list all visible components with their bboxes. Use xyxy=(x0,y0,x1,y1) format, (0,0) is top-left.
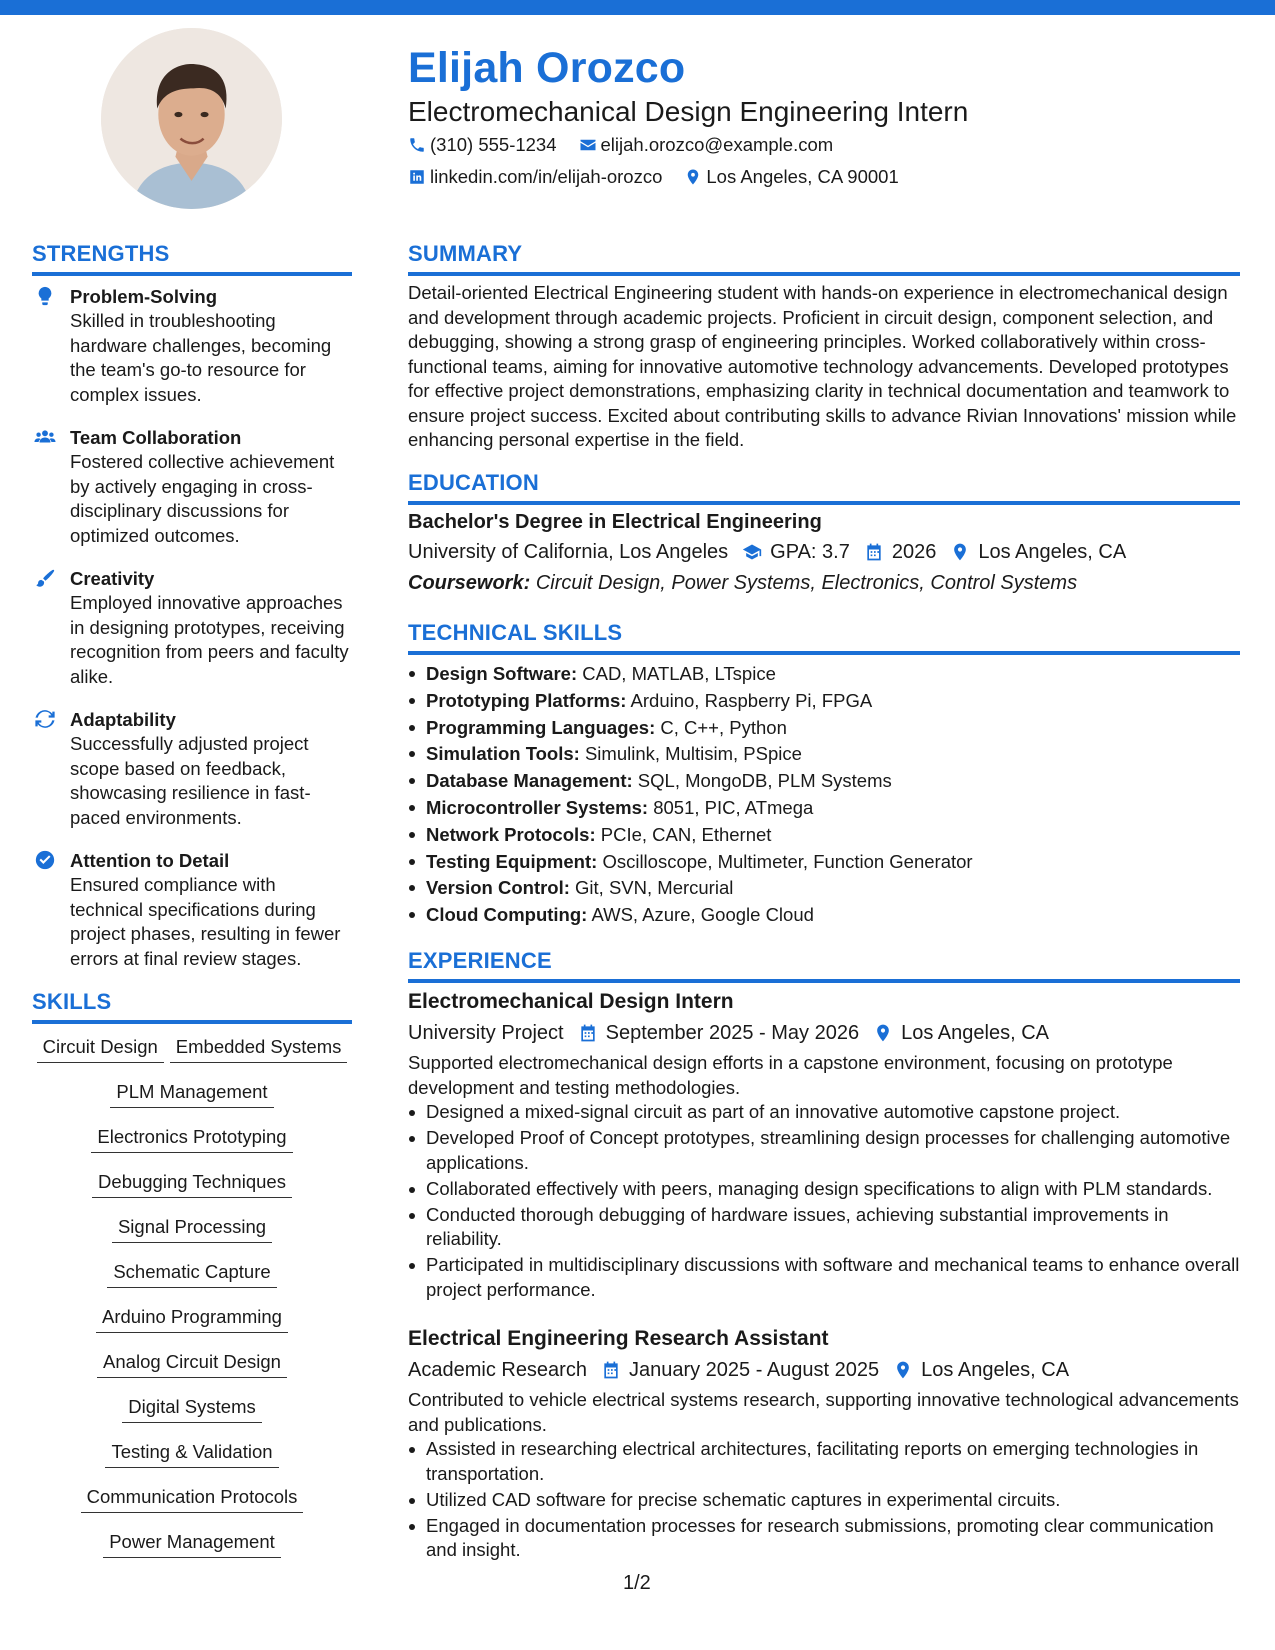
strength-desc: Successfully adjusted project scope based on feedback, showcasing resilience in fast-paced environments. xyxy=(70,733,311,828)
linkedin-icon xyxy=(408,168,426,186)
check-circle-icon xyxy=(34,849,56,871)
skill-tag: Signal Processing xyxy=(112,1215,272,1243)
map-pin-icon xyxy=(684,168,702,186)
tech-skill-item: Testing Equipment: Oscilloscope, Multimeter, Function Generator xyxy=(408,849,1240,876)
job-title: Electromechanical Design Intern xyxy=(408,990,734,1013)
calendar-icon xyxy=(864,542,884,562)
year-text: 2026 xyxy=(891,541,937,563)
gpa-text: GPA: 3.7 xyxy=(770,541,850,563)
skill-tag: Arduino Programming xyxy=(96,1305,288,1333)
skill-tag: Circuit Design xyxy=(37,1035,164,1063)
strength-title: Adaptability xyxy=(70,709,176,730)
education-location xyxy=(950,540,1126,565)
education-meta xyxy=(408,540,1240,565)
technical-skills-heading: TECHNICAL SKILLS xyxy=(408,620,623,645)
calendar-icon xyxy=(578,1023,598,1043)
job-dates: September 2025 - May 2026 xyxy=(578,1021,860,1046)
job-meta xyxy=(408,1358,1240,1383)
calendar-icon xyxy=(601,1360,621,1380)
tech-skill-item: Programming Languages: C, C++, Python xyxy=(408,715,1240,742)
strength-item xyxy=(32,849,352,971)
strength-desc: Fostered collective achievement by actively engaging in cross-disciplinary discussions for optimized outcomes. xyxy=(70,451,335,546)
envelope-icon xyxy=(579,136,597,154)
tech-skill-item: Cloud Computing: AWS, Azure, Google Cloud xyxy=(408,902,1240,929)
paintbrush-icon xyxy=(34,567,56,589)
contact-row-2 xyxy=(408,166,921,188)
experience-heading: EXPERIENCE xyxy=(408,948,552,973)
education-location-text: Los Angeles, CA xyxy=(978,541,1127,563)
job-dates: January 2025 - August 2025 xyxy=(601,1358,879,1383)
strengths-list xyxy=(32,285,352,990)
strength-title: Creativity xyxy=(70,568,155,589)
top-accent-bar xyxy=(0,0,1275,15)
skills-heading: SKILLS xyxy=(32,989,112,1014)
skill-tag: Power Management xyxy=(103,1530,281,1558)
strength-title: Attention to Detail xyxy=(70,850,230,871)
experience-rule xyxy=(408,979,1240,983)
tech-skill-item: Prototyping Platforms: Arduino, Raspberry Pi, FPGA xyxy=(408,688,1240,715)
job-bullet: Assisted in researching electrical architectures, facilitating reports on emerging technologies in transportation. xyxy=(408,1437,1240,1486)
job-description: Supported electromechanical design efforts in a capstone environment, focusing on prototype development and testing methodologies. xyxy=(408,1052,1173,1098)
summary-rule xyxy=(408,272,1240,276)
job-org: University Project xyxy=(408,1021,564,1044)
job-bullets xyxy=(408,1437,1240,1563)
email-text: elijah.orozco@example.com xyxy=(600,134,834,155)
tech-skill-item: Version Control: Git, SVN, Mercurial xyxy=(408,875,1240,902)
skill-tag: Communication Protocols xyxy=(81,1485,304,1513)
strength-title: Team Collaboration xyxy=(70,427,242,448)
strength-title: Problem-Solving xyxy=(70,286,217,307)
coursework-line xyxy=(408,571,1240,596)
job-bullets xyxy=(408,1100,1240,1302)
location-text: Los Angeles, CA 90001 xyxy=(706,166,899,187)
linkedin-text: linkedin.com/in/elijah-orozco xyxy=(430,166,663,187)
strength-desc: Ensured compliance with technical specifications during project phases, resulting in fewer errors at final review stages. xyxy=(70,874,341,969)
experience-entry xyxy=(408,1327,1240,1564)
strength-item xyxy=(32,708,352,830)
tech-skill-item: Database Management: SQL, MongoDB, PLM Systems xyxy=(408,768,1240,795)
tech-skill-item: Network Protocols: PCIe, CAN, Ethernet xyxy=(408,822,1240,849)
map-pin-icon xyxy=(950,542,970,562)
coursework-text: Circuit Design, Power Systems, Electronics, Control Systems xyxy=(535,572,1078,594)
education-rule xyxy=(408,501,1240,505)
profile-photo xyxy=(101,28,282,209)
job-bullet: Participated in multidisciplinary discussions with software and mechanical teams to enhance overall project performance. xyxy=(408,1253,1240,1302)
candidate-name: Elijah Orozco xyxy=(408,44,686,92)
technical-skills-list xyxy=(408,661,1240,929)
job-bullet: Developed Proof of Concept prototypes, streamlining design processes for challenging automotive applications. xyxy=(408,1126,1240,1175)
job-location: Los Angeles, CA xyxy=(893,1358,1069,1383)
strengths-heading: STRENGTHS xyxy=(32,241,170,266)
job-org: Academic Research xyxy=(408,1358,587,1381)
graduation-cap-icon xyxy=(742,542,762,562)
skill-tag: Analog Circuit Design xyxy=(97,1350,287,1378)
email-contact[interactable] xyxy=(579,134,834,156)
strength-item xyxy=(32,567,352,689)
users-icon xyxy=(34,426,56,448)
gpa-field xyxy=(742,540,850,565)
lightbulb-icon xyxy=(34,285,56,307)
skill-tag: Debugging Techniques xyxy=(92,1170,292,1198)
page-number: 1/2 xyxy=(623,1572,651,1594)
linkedin-contact[interactable] xyxy=(408,166,662,188)
job-location: Los Angeles, CA xyxy=(873,1021,1049,1046)
map-pin-icon xyxy=(873,1023,893,1043)
strength-item xyxy=(32,426,352,548)
skill-tag: Testing & Validation xyxy=(105,1440,278,1468)
coursework-label: Coursework: xyxy=(408,572,531,594)
job-bullet: Designed a mixed-signal circuit as part of an innovative automotive capstone project. xyxy=(408,1100,1240,1125)
experience-entry xyxy=(408,990,1240,1304)
job-bullet: Engaged in documentation processes for research submissions, promoting clear communication and insight. xyxy=(408,1514,1240,1563)
phone-text: (310) 555-1234 xyxy=(430,134,557,155)
candidate-title: Electromechanical Design Engineering Intern xyxy=(408,96,969,127)
skills-list xyxy=(32,1035,352,1575)
skills-rule xyxy=(32,1020,352,1024)
technical-skills-rule xyxy=(408,651,1240,655)
job-bullet: Collaborated effectively with peers, managing design specifications to align with PLM standards. xyxy=(408,1177,1240,1202)
contact-row-1 xyxy=(408,134,855,156)
sync-icon xyxy=(34,708,56,730)
summary-text: Detail-oriented Electrical Engineering student with hands-on experience in electromechanical design and development through academic projects. Proficient in circuit design, component selection, and debugging, showing a strong grasp of engineering principles. Worked collaboratively within cross-functional teams, aiming for innovative automotive technology advancements. Developed prototypes for effective project demonstrations, emphasizing clarity in technical documentation and teamwork to ensure project success. Excited about contributing skills to advance Rivian Innovations' mission while enhancing personal expertise in the field. xyxy=(408,282,1237,450)
year-field xyxy=(864,540,937,565)
map-pin-icon xyxy=(893,1360,913,1380)
job-bullet: Conducted thorough debugging of hardware issues, achieving substantial improvements in reliability. xyxy=(408,1203,1240,1252)
summary-heading: SUMMARY xyxy=(408,241,523,266)
job-bullet: Utilized CAD software for precise schematic captures in experimental circuits. xyxy=(408,1488,1240,1513)
degree-title: Bachelor's Degree in Electrical Engineering xyxy=(408,511,822,533)
school-name: University of California, Los Angeles xyxy=(408,541,729,563)
education-heading: EDUCATION xyxy=(408,470,539,495)
tech-skill-item: Simulation Tools: Simulink, Multisim, PSpice xyxy=(408,741,1240,768)
job-meta xyxy=(408,1021,1240,1046)
job-description: Contributed to vehicle electrical systems research, supporting innovative technological advancements and publications. xyxy=(408,1389,1239,1435)
job-title: Electrical Engineering Research Assistant xyxy=(408,1327,829,1350)
tech-skill-item: Design Software: CAD, MATLAB, LTspice xyxy=(408,661,1240,688)
tech-skill-item: Microcontroller Systems: 8051, PIC, ATmega xyxy=(408,795,1240,822)
strength-item xyxy=(32,285,352,407)
skill-tag: Embedded Systems xyxy=(170,1035,348,1063)
phone-contact[interactable] xyxy=(408,134,557,156)
skill-tag: Digital Systems xyxy=(122,1395,261,1423)
skill-tag: Electronics Prototyping xyxy=(91,1125,292,1153)
strength-desc: Skilled in troubleshooting hardware challenges, becoming the team's go-to resource for complex issues. xyxy=(70,310,332,405)
location-contact xyxy=(684,166,898,188)
skill-tag: Schematic Capture xyxy=(107,1260,276,1288)
strength-desc: Employed innovative approaches in designing prototypes, receiving recognition from peers and faculty alike. xyxy=(70,592,349,687)
phone-icon xyxy=(408,136,426,154)
skill-tag: PLM Management xyxy=(110,1080,273,1108)
strengths-rule xyxy=(32,272,352,276)
